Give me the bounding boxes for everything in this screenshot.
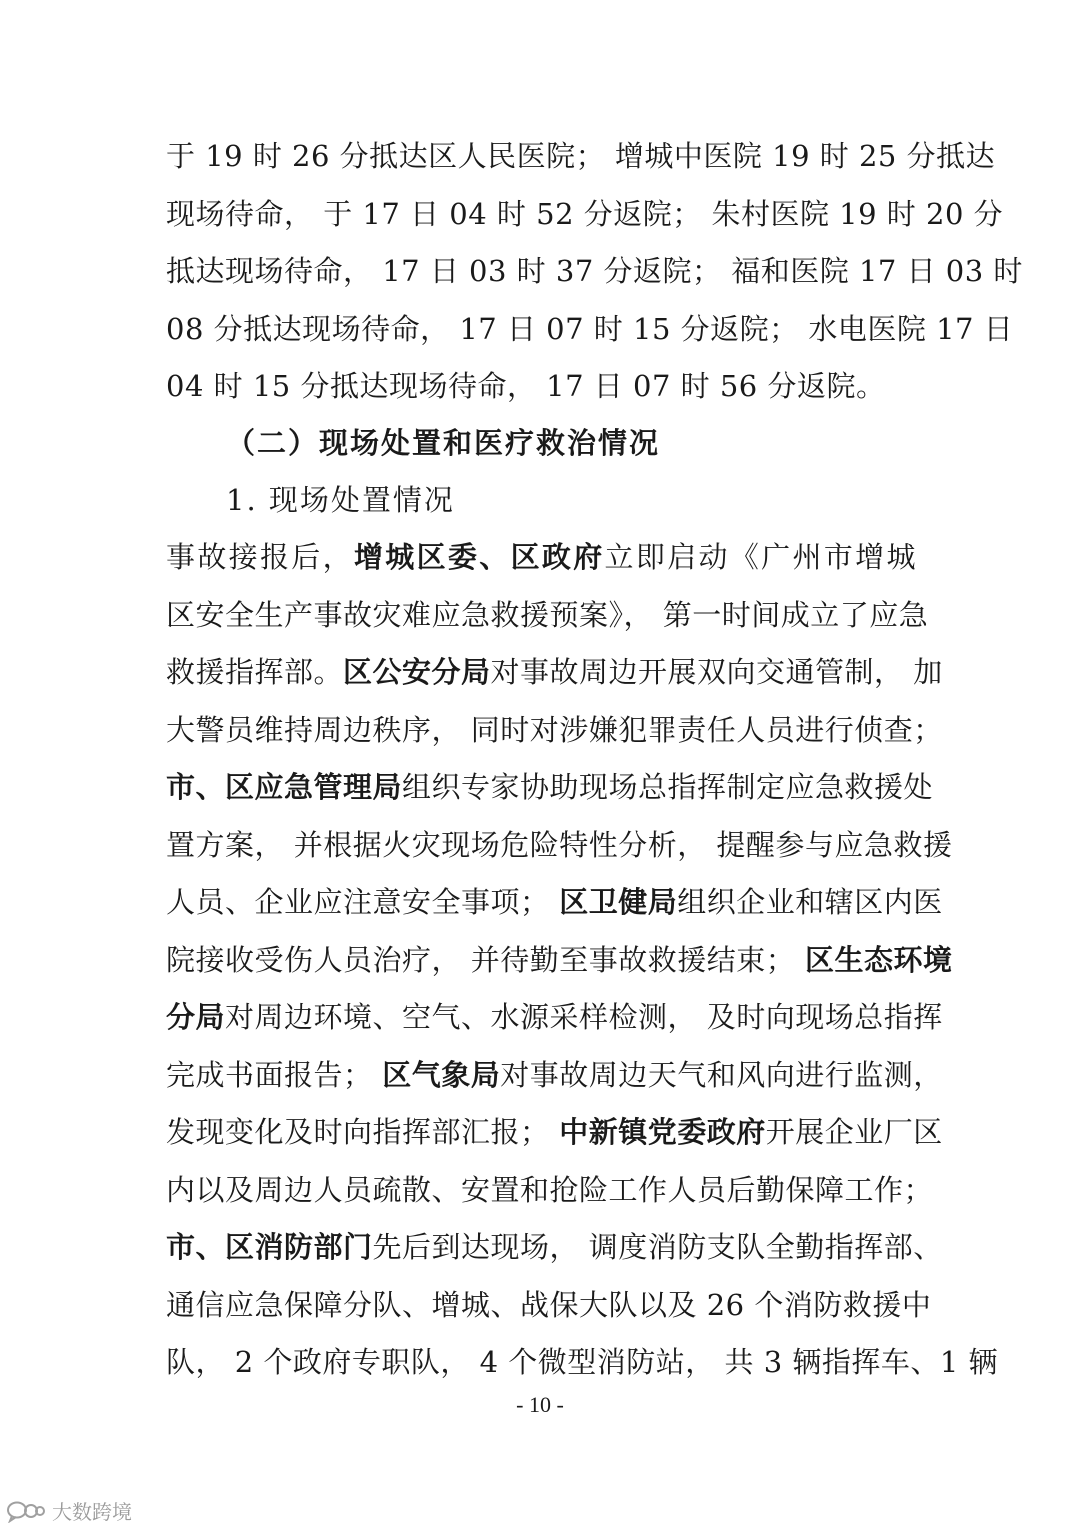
text-line [166,932,953,990]
text-run: 院接收受伤人员治疗， 并待勤至事故救援结束； [166,942,805,977]
text-run: 事故接报后， [166,540,354,574]
watermark-text: 大数跨境 [52,1500,132,1524]
text-line [166,1277,932,1335]
text-line [166,1219,943,1277]
text-line: 于 19 时 26 分抵达区人民医院； 增城中医院 19 时 25 分抵达 [166,139,996,173]
text-run: 完成书面报告； [166,1057,383,1092]
text-run: 开展企业厂区 [765,1115,943,1149]
text-line [166,644,943,702]
bold-agency-name: 区公安分局 [343,655,491,689]
chat-bubble-logo-icon [6,1499,46,1523]
text-run: 对周边环境、空气、水源采样检测， 及时向现场总指挥 [225,1000,943,1034]
text-line [166,1104,943,1162]
text-line [166,1047,943,1105]
text-run: 置方案， 并根据火灾现场危险特性分析， 提醒参与应急救援 [166,827,953,862]
text-run: 大警员维持周边秩序， 同时对涉嫌犯罪责任人员进行侦查； [166,712,943,747]
text-line: 抵达现场待命， 17 日 03 时 37 分返院； 福和医院 17 日 03 时 [166,254,1023,288]
bold-agency-name: 中新镇党委政府 [559,1115,766,1149]
text-run: 对事故周边开展双向交通管制， 加 [490,655,943,689]
text-line [166,1162,934,1220]
text-run: 组织专家协助现场总指挥制定应急救援处 [402,770,934,804]
text-line [166,702,943,760]
text-line [166,587,929,645]
bold-agency-name: 增城区委、区政府 [353,540,605,574]
text-run: 发现变化及时向指挥部汇报； [166,1115,560,1149]
text-line [166,529,916,587]
text-line [166,874,943,932]
text-line [166,759,934,817]
bold-agency-name: 分局 [166,1000,226,1034]
text-line [166,989,943,1047]
section-heading: （二）现场处置和医疗救治情况 [226,426,661,460]
text-line [166,817,953,875]
text-line: 04 时 15 分抵达现场待命， 17 日 07 时 56 分返院。 [166,369,886,403]
text-run: 区安全生产事故灾难应急救援预案》， 第一时间成立了应急 [166,597,929,632]
text-run: 队， 2 个政府专职队， 4 个微型消防站， 共 3 辆指挥车、1 辆 [166,1345,999,1379]
bold-agency-name: 区气象局 [382,1057,501,1092]
top-paragraph [166,128,1023,416]
subsection-heading: 1. 现场处置情况 [226,483,455,517]
bold-agency-name: 区生态环境 [804,942,953,977]
watermark [6,1496,132,1525]
bold-agency-name: 市、区应急管理局 [166,770,403,804]
page-number: - 10 - [516,1392,564,1417]
text-run: 救援指挥部。 [166,655,344,689]
text-run: 先后到达现场， 调度消防支队全勤指挥部、 [372,1230,943,1264]
text-run: 组织企业和辖区内医 [677,885,943,919]
bold-agency-name: 区卫健局 [559,885,678,919]
text-run: 立即启动《广州市增城 [604,540,916,574]
body-paragraph [166,529,999,1392]
text-line: 08 分抵达现场待命， 17 日 07 时 15 分返院； 水电医院 17 日 [166,311,1014,346]
text-run: 内以及周边人员疏散、安置和抢险工作人员后勤保障工作； [166,1172,934,1207]
text-run: 人员、企业应注意安全事项； [166,885,560,919]
text-run: 对事故周边天气和风向进行监测， [500,1057,943,1092]
text-run: 通信应急保障分队、增城、战保大队以及 26 个消防救援中 [166,1287,932,1322]
text-line [166,1334,999,1392]
text-line: 现场待命， 于 17 日 04 时 52 分返院； 朱村医院 19 时 20 分 [166,196,1004,231]
bold-agency-name: 市、区消防部门 [166,1230,373,1264]
